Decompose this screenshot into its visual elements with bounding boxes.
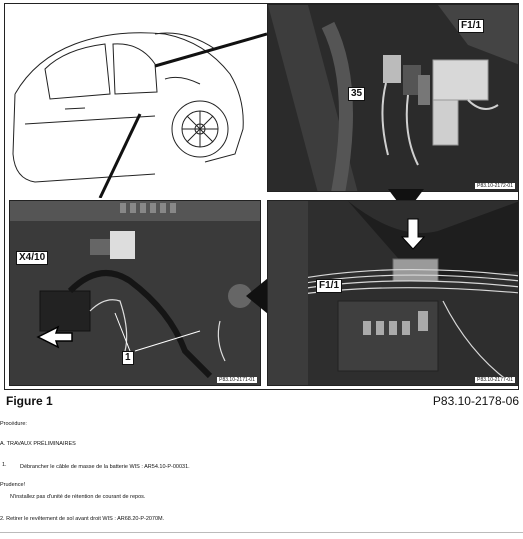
figure-frame (4, 3, 519, 390)
label-1: 1 (122, 351, 134, 365)
label-x4-10: X4/10 (16, 251, 48, 265)
label-f1-1-bottom: F1/1 (316, 279, 342, 293)
label-f1-1-top: F1/1 (458, 19, 484, 33)
step-2-text: 2. Retirer le revêtement de sol avant droit WIS : AR68.20-P-2070M. (0, 516, 165, 522)
figure-title: Figure 1 (6, 394, 53, 408)
panel-ref-bottom-left: P83.10-2171-01 (219, 377, 255, 383)
step-a-heading: A. TRAVAUX PRÉLIMINAIRES (0, 441, 76, 447)
panel-ref-top-right: P83.10-2172-01 (477, 183, 513, 189)
caution-heading: Prudence! (0, 482, 26, 488)
figure-reference: P83.10-2178-06 (432, 394, 519, 408)
photo-connector-x4-10 (9, 200, 261, 386)
step-1-number: 1. (2, 462, 7, 468)
photo-fuse-box-top (267, 4, 519, 192)
procedure-heading: Procédure: (0, 421, 27, 427)
divider (0, 532, 523, 533)
car-drawing (5, 4, 267, 198)
photo-fuse-box-bottom (267, 200, 519, 386)
caution-text: N'installez pas d'unité de rétention de courant de repos. (10, 494, 146, 500)
panel-ref-bottom-right: P83.10-2177-01 (477, 377, 513, 383)
label-35: 35 (348, 87, 365, 101)
step-1-text: Débrancher le câble de masse de la batterie WIS : AR54.10-P-00031. (20, 464, 190, 470)
